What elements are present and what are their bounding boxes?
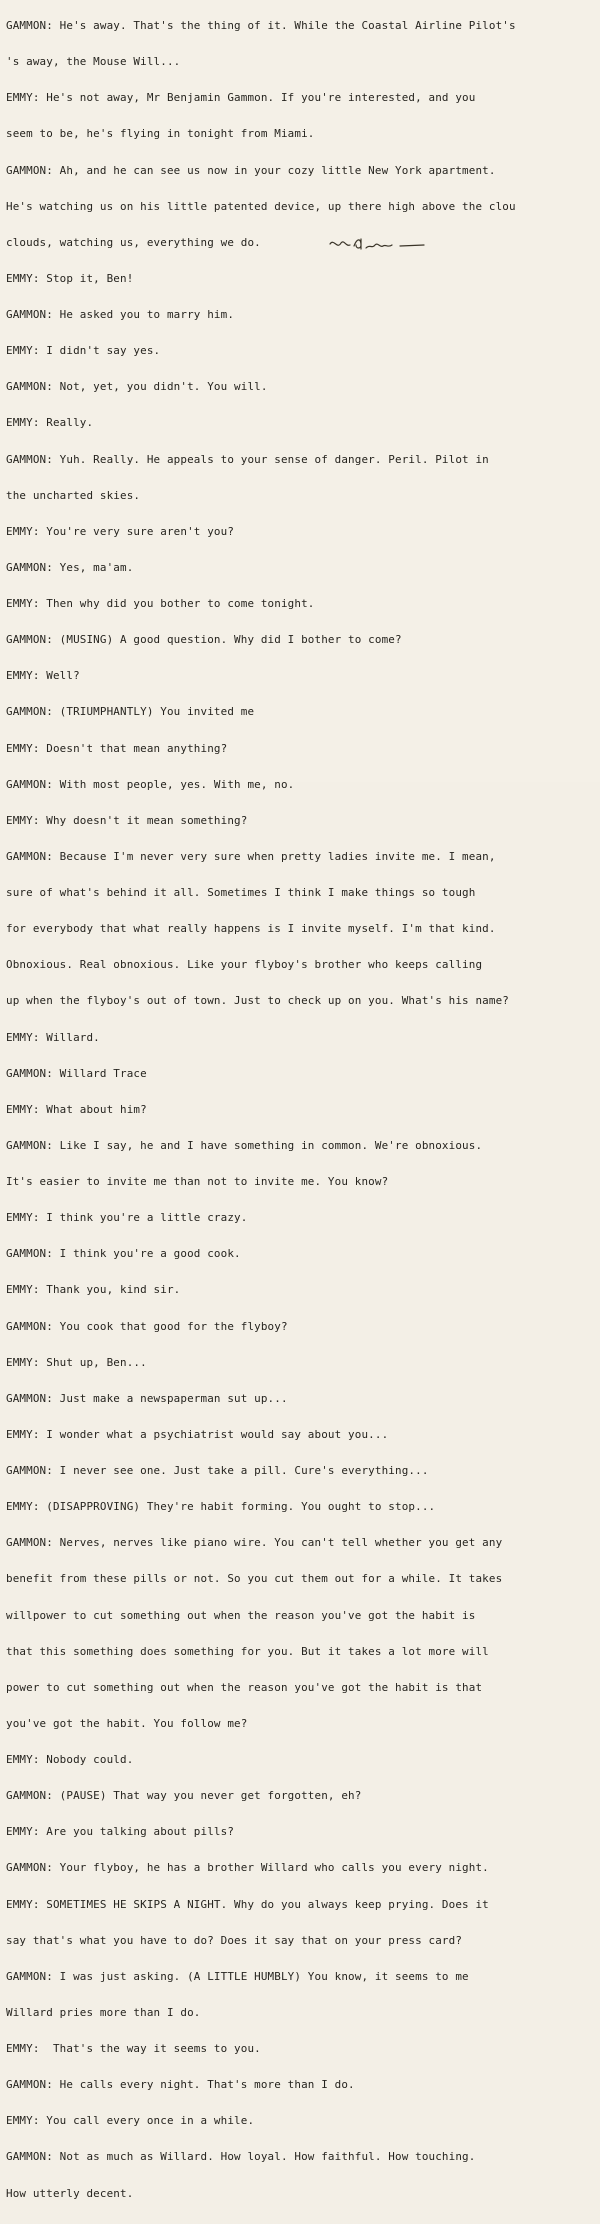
script-line: EMMY: Well? (6, 669, 80, 683)
script-line: EMMY: Are you talking about pills? (6, 1825, 235, 1839)
script-line: EMMY: Willard. (6, 1030, 100, 1044)
script-line: GAMMON: Willard Trace (6, 1066, 147, 1080)
script-line: EMMY: Stop it, Ben! (6, 271, 134, 285)
script-line: GAMMON: Yes, ma'am. (6, 560, 134, 574)
script-line: the uncharted skies. (6, 488, 141, 502)
script-line: sure of what's behind it all. Sometimes I think I make things so tough (6, 886, 476, 900)
script-line: GAMMON: Ah, and he can see us now in your cozy little New York apartment. (6, 163, 496, 177)
script-line: GAMMON: (TRIUMPHANTLY) You invited me (6, 705, 255, 719)
script-line: Obnoxious. Real obnoxious. Like your flyboy's brother who keeps calling (6, 958, 483, 972)
script-line: 's away, the Mouse Will... (6, 55, 181, 69)
script-line: you've got the habit. You follow me? (6, 1716, 248, 1730)
script-line: GAMMON: Not as much as Willard. How loyal. How faithful. How touching. (6, 2150, 476, 2164)
script-line: clouds, watching us, everything we do. (6, 235, 261, 249)
script-line: EMMY: (DISAPPROVING) They're habit forming. You ought to stop... (6, 1500, 436, 1514)
script-line: power to cut something out when the reason you've got the habit is that (6, 1680, 483, 1694)
script-line: GAMMON: You cook that good for the flyboy? (6, 1319, 288, 1333)
script-line: say that's what you have to do? Does it say that on your press card? (6, 1933, 463, 1947)
script-line: GAMMON: Because I'm never very sure when pretty ladies invite me. I mean, (6, 849, 496, 863)
script-line: GAMMON: I never see one. Just take a pill. Cure's everything... (6, 1464, 429, 1478)
script-line: EMMY: That's the way it seems to you. (6, 2042, 261, 2056)
script-line: EMMY: You call every once in a while. (6, 2114, 255, 2128)
script-line: seem to be, he's flying in tonight from Miami. (6, 127, 315, 141)
script-line: EMMY: Doesn't that mean anything? (6, 741, 228, 755)
script-line: EMMY: I wonder what a psychiatrist would say about you... (6, 1427, 389, 1441)
script-line: EMMY: Why doesn't it mean something? (6, 813, 248, 827)
script-line: GAMMON: I was just asking. (A LITTLE HUMBLY) You know, it seems to me (6, 1969, 469, 1983)
script-line: EMMY: Really. (6, 416, 94, 430)
script-line: EMMY: I think you're a little crazy. (6, 1211, 248, 1225)
script-line: GAMMON: (MUSING) A good question. Why did I bother to come? (6, 633, 402, 647)
script-line: It's easier to invite me than not to invite me. You know? (6, 1175, 389, 1189)
script-line: GAMMON: He's away. That's the thing of it. While the Coastal Airline Pilot's (6, 19, 516, 33)
script-line: EMMY: Shut up, Ben... (6, 1355, 147, 1369)
script-line: GAMMON: Like I say, he and I have something in common. We're obnoxious. (6, 1138, 483, 1152)
script-line: Willard pries more than I do. (6, 2005, 201, 2019)
script-line: GAMMON: He asked you to marry him. (6, 308, 235, 322)
script-line: GAMMON: Not, yet, you didn't. You will. (6, 380, 268, 394)
script-line: GAMMON: Just make a newspaperman sut up... (6, 1391, 288, 1405)
script-text (6, 0, 600, 2224)
script-line: EMMY: I didn't say yes. (6, 344, 161, 358)
script-line: GAMMON: Yuh. Really. He appeals to your sense of danger. Peril. Pilot in (6, 452, 489, 466)
script-line: up when the flyboy's out of town. Just to check up on you. What's his name? (6, 994, 510, 1008)
script-line: GAMMON: Your flyboy, he has a brother Willard who calls you every night. (6, 1861, 489, 1875)
script-line: GAMMON: He calls every night. That's more than I do. (6, 2078, 355, 2092)
script-line: EMMY: Nobody could. (6, 1753, 134, 1767)
script-line: willpower to cut something out when the reason you've got the habit is (6, 1608, 476, 1622)
script-line: EMMY: SOMETIMES HE SKIPS A NIGHT. Why do you always keep prying. Does it (6, 1897, 489, 1911)
script-line: GAMMON: I think you're a good cook. (6, 1247, 241, 1261)
script-line: He's watching us on his little patented device, up there high above the clou (6, 199, 516, 213)
script-line: How utterly decent. (6, 2186, 134, 2200)
script-line: GAMMON: Nerves, nerves like piano wire. You can't tell whether you get any (6, 1536, 503, 1550)
script-line: EMMY: He's not away, Mr Benjamin Gammon. If you're interested, and you (6, 91, 476, 105)
script-line: GAMMON: (PAUSE) That way you never get forgotten, eh? (6, 1789, 362, 1803)
script-line: EMMY: You're very sure aren't you? (6, 524, 235, 538)
script-line: for everybody that what really happens is I invite myself. I'm that kind. (6, 922, 496, 936)
script-line: EMMY: Then why did you bother to come tonight. (6, 597, 315, 611)
script-line: EMMY: What about him? (6, 1102, 147, 1116)
script-line: GAMMON: With most people, yes. With me, no. (6, 777, 295, 791)
script-line: that this something does something for you. But it takes a lot more will (6, 1644, 489, 1658)
script-line: benefit from these pills or not. So you cut them out for a while. It takes (6, 1572, 503, 1586)
script-line: EMMY: Thank you, kind sir. (6, 1283, 181, 1297)
